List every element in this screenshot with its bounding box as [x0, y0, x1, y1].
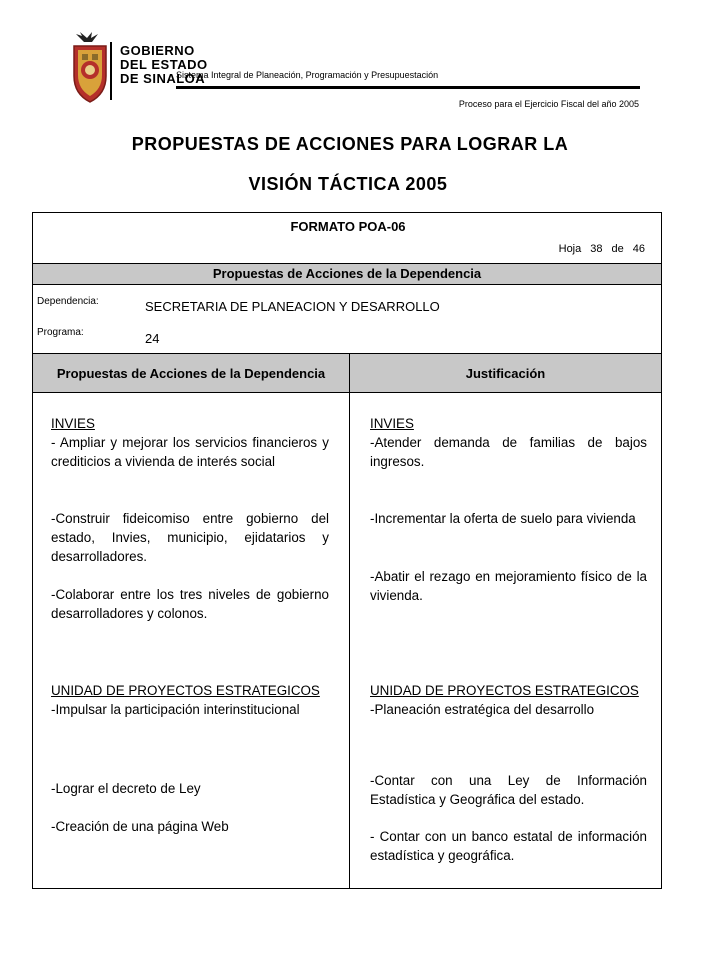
justification-unidad-block — [370, 681, 647, 719]
justification-item: - Contar con un banco estatal de información estadística y geográfica. — [370, 829, 647, 863]
process-caption: Proceso para el Ejercicio Fiscal del año 2005 — [458, 99, 639, 109]
justification-item: -Planeación estratégica del desarrollo — [370, 702, 595, 717]
sheet-total: 46 — [632, 243, 645, 255]
justification-item: -Abatir el rezago en mejoramiento físico de la vivienda. — [370, 569, 647, 603]
actions-unidad-block — [51, 681, 329, 719]
page-title-line2: VISIÓN TÁCTICA 2005 — [248, 174, 448, 194]
section-title: Propuestas de Acciones de la Dependencia — [33, 263, 661, 285]
justification-item: -Atender demanda de familias de bajos ingresos. — [370, 435, 647, 469]
format-code: FORMATO POA-06 — [290, 219, 406, 234]
form-frame — [32, 212, 662, 889]
action-item: -Colaborar entre los tres niveles de gobierno desarrolladores y colonos. — [51, 587, 329, 621]
dependencia-label: Dependencia: — [37, 296, 99, 307]
sheet-label: Hoja — [558, 243, 582, 255]
column-header-band — [33, 353, 661, 393]
action-item: -Creación de una página Web — [51, 819, 229, 834]
dependencia-value: SECRETARIA DE PLANEACION Y DESARROLLO — [145, 299, 440, 314]
action-item: -Lograr el decreto de Ley — [51, 781, 201, 796]
programa-label: Programa: — [37, 327, 84, 338]
column-header-actions: Propuestas de Acciones de la Dependencia — [56, 365, 326, 381]
justification-invies-block — [370, 414, 647, 471]
unidad-heading: UNIDAD DE PROYECTOS ESTRATEGICOS — [51, 683, 320, 698]
of-label: de — [611, 243, 624, 255]
sheet-indicator — [559, 243, 645, 255]
action-item: -Construir fideicomiso entre gobierno del estado, Invies, municipio, ejidatarios y desarrolladores. — [51, 511, 329, 564]
column-header-justification: Justificación — [465, 365, 546, 381]
action-item: - Ampliar y mejorar los servicios financieros y crediticios a vivienda de interés social — [51, 435, 329, 469]
page-title-line1: PROPUESTAS DE ACCIONES PARA LOGRAR LA — [131, 134, 569, 154]
justification-item: -Contar con una Ley de Información Estadística y Geográfica del estado. — [370, 773, 647, 807]
invies-heading: INVIES — [51, 416, 95, 431]
system-name: Sistema Integral de Planeación, Programación y Presupuestación — [176, 70, 439, 80]
justification-item: -Incrementar la oferta de suelo para vivienda — [370, 511, 636, 526]
invies-heading: INVIES — [370, 416, 414, 431]
header-rule — [176, 86, 640, 89]
actions-invies-block — [51, 414, 329, 471]
programa-value: 24 — [145, 331, 160, 346]
column-divider — [349, 353, 350, 889]
action-item: -Impulsar la participación interinstitucional — [51, 702, 300, 717]
sheet-number: 38 — [590, 243, 603, 255]
unidad-heading: UNIDAD DE PROYECTOS ESTRATEGICOS — [370, 683, 639, 698]
logo-wordmark: GOBIERNO DEL ESTADO DE SINALOA — [120, 43, 208, 86]
